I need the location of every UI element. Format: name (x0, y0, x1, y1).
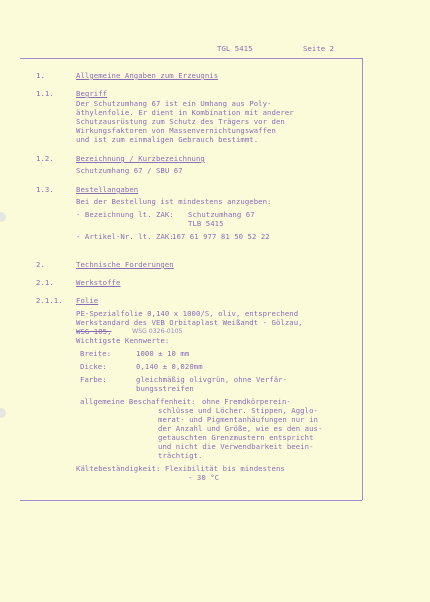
section-number: 1.2. (36, 154, 54, 163)
section-number: 2.1. (36, 278, 54, 287)
surface-line: der Anzahl und Größe, wie es den aus- (158, 424, 323, 433)
handwritten-note: WSG 0326-0105 (132, 328, 183, 335)
surface-line: und nicht die Verwendbarkeit beein- (158, 442, 314, 451)
section-heading: Bestellangaben (76, 185, 139, 194)
section-heading: Allgemeine Angaben zum Erzeugnis (76, 71, 219, 80)
section-heading: Technische Forderungen (76, 260, 174, 269)
section-heading: Folie (76, 296, 99, 305)
header-rule (20, 58, 362, 59)
order-item-value: Schutzumhang 67 (188, 210, 255, 219)
section-number: 1.1. (36, 89, 54, 98)
cold-resistance-value: - 30 °C (188, 473, 220, 482)
property-label: allgemeine Beschaffenheit: (80, 397, 196, 406)
body-line: WSG 105, (76, 327, 112, 336)
right-margin-rule (362, 58, 363, 500)
body-line: Schutzumhang 67 / SBU 67 (76, 166, 183, 175)
punch-hole (0, 408, 6, 418)
section-number: 2. (36, 260, 45, 269)
section-heading: Werkstoffe (76, 278, 121, 287)
body-line: Bei der Bestellung ist mindestens anzugeben: (76, 197, 272, 206)
cold-resistance-line: Kältebeständigkeit: Flexibilität bis mindestens (76, 464, 285, 473)
body-line: Wirkungsfaktoren von Massenvernichtungswaffen (76, 126, 276, 135)
property-value: bungsstreifen (136, 384, 194, 393)
property-label: Breite: (80, 349, 112, 358)
section-number: 1. (36, 71, 45, 80)
body-line: äthylenfolie. Er dient in Kombination mit anderer (76, 108, 294, 117)
body-line: Der Schutzumhang 67 ist ein Umhang aus Poly- (76, 99, 272, 108)
property-label: Dicke: (80, 362, 107, 371)
section-number: 1.3. (36, 185, 54, 194)
body-line: PE-Spezialfolie 0,140 x 1000/S, oliv, entsprechend (76, 309, 299, 318)
order-item-value: TLB 5415 (188, 219, 224, 228)
surface-line: schlüsse und Löcher. Stippen, Agglo- (158, 406, 318, 415)
page-number: Seite 2 (303, 44, 335, 53)
body-line: Werkstandard des VEB Orbitaplast Weißandt - Gölzau, (76, 318, 303, 327)
punch-hole (0, 212, 6, 222)
surface-line: merat- und Pigmentanhäufungen nur in (158, 415, 318, 424)
body-line: und ist zum einmaligen Gebrauch bestimmt. (76, 135, 259, 144)
document-id: TGL 5415 (217, 44, 253, 53)
property-label: Farbe: (80, 375, 107, 384)
bottom-rule (20, 500, 362, 501)
section-heading: Begriff (76, 89, 108, 98)
property-value: 1000 ± 10 mm (136, 349, 190, 358)
surface-line: getauschten Grenzmustern entspricht (158, 433, 314, 442)
order-item-label: - Bezeichnung lt. ZAK: (76, 210, 174, 219)
order-item-label: - Artikel-Nr. lt. ZAK: (76, 232, 174, 241)
property-value: 0,140 ± 0,020mm (136, 362, 203, 371)
surface-line: ohne Fremdkörperein- (202, 397, 291, 406)
section-number: 2.1.1. (36, 296, 63, 305)
surface-line: trächtigt. (158, 451, 203, 460)
body-line: Schutzausrüstung zum Schutz des Trägers vor den (76, 117, 285, 126)
order-item-value: 167 61 977 81 50 52 22 (172, 232, 270, 241)
body-line: Wichtigste Kennwerte: (76, 336, 170, 345)
section-heading: Bezeichnung / Kurzbezeichnung (76, 154, 205, 163)
property-value: gleichmäßig olivgrün, ohne Verfär- (136, 375, 288, 384)
